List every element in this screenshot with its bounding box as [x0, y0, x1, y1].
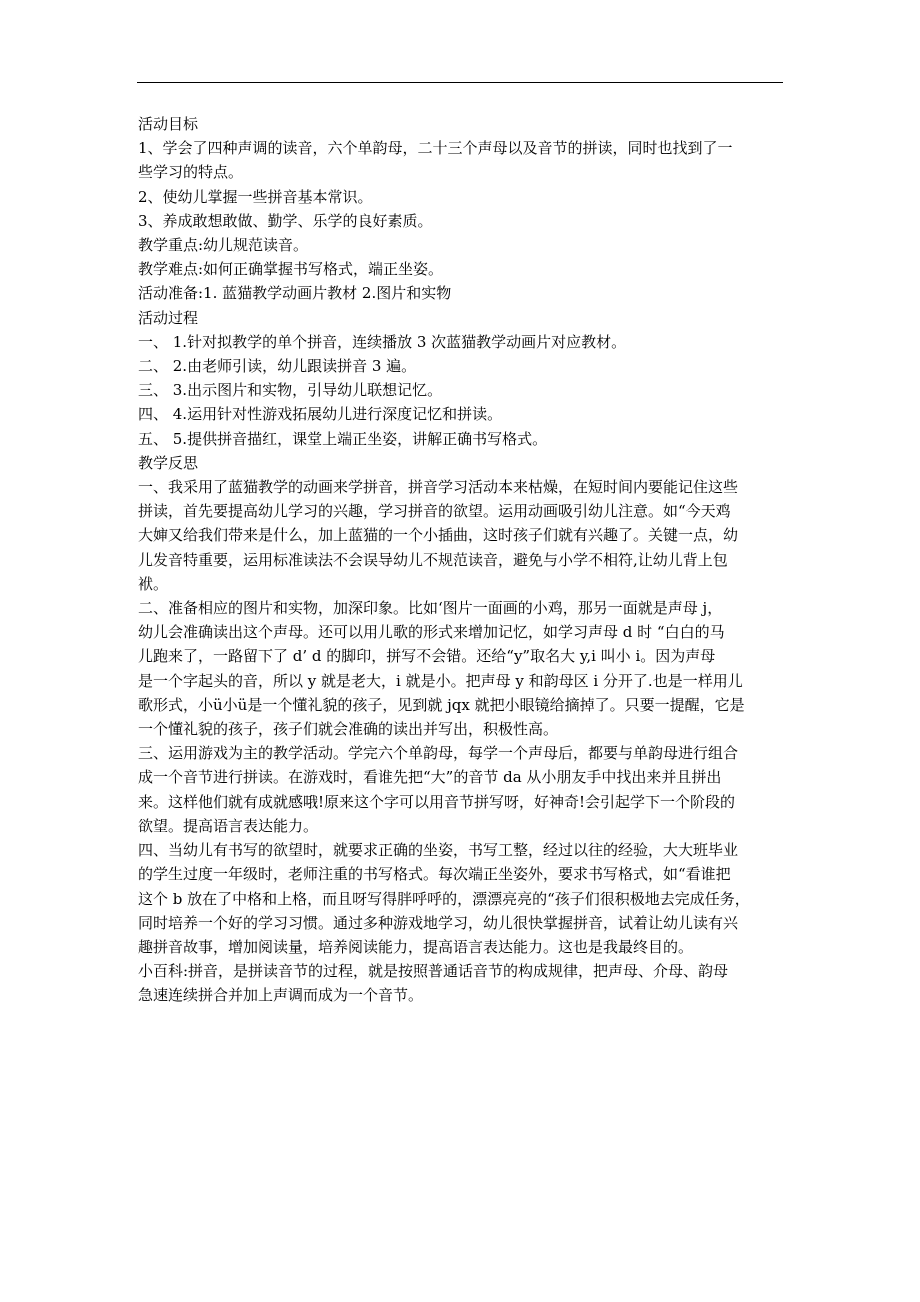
text-line: 同时培养一个好的学习习惯。通过多种游戏地学习，幼儿很快掌握拼音，试着让幼儿读有兴 — [138, 913, 739, 932]
text-line: 2、使幼儿掌握一些拼音基本常识。 — [138, 187, 373, 206]
text-line: 袱。 — [138, 574, 169, 593]
text-line: 儿发音特重要，运用标准读法不会误导幼儿不规范读音，避免与小学不相符,让幼儿背上包 — [138, 550, 728, 569]
document-body — [138, 112, 788, 1008]
header-rule — [137, 82, 783, 83]
text-line: 四、当幼儿有书写的欲望时，就要求正确的坐姿，书写工整，经过以往的经验，大大班毕业 — [138, 841, 739, 860]
text-line: 一、 1.针对拟教学的单个拼音，连续播放 3 次蓝猫教学动画片对应教材。 — [138, 332, 627, 351]
text-line: 的学生过度一年级时，老师注重的书写格式。每次端正坐姿外，要求书写格式，如“看谁把 — [138, 865, 731, 884]
section-heading-goals: 活动目标 — [138, 115, 199, 133]
text-line: 儿跑来了，一路留下了 d’ d 的脚印，拼写不会错。还给“y”取名大 y,i 叫小 i。因为声母 — [138, 647, 716, 666]
text-line: 拼读，首先要提高幼儿学习的兴趣，学习拼音的欲望。运用动画吸引幼儿注意。如“今天鸡 — [138, 502, 731, 521]
text-line: 活动准备:1. 蓝猫教学动画片教材 2.图片和实物 — [138, 284, 452, 303]
text-line: 些学习的特点。 — [138, 163, 244, 182]
section-heading-reflection: 教学反思 — [138, 453, 199, 472]
text-line: 二、准备相应的图片和实物，加深印象。比如‘图片一面画的小鸡，那另一面就是声母 j， — [138, 599, 723, 618]
text-line: 三、运用游戏为主的教学活动。学完六个单韵母，每学一个声母后，都要与单韵母进行组合 — [138, 744, 739, 763]
text-line: 一、我采用了蓝猫教学的动画来学拼音，拼音学习活动本来枯燥，在短时间内要能记住这些 — [138, 478, 739, 497]
text-line: 1、学会了四种声调的读音，六个单韵母，二十三个声母以及音节的拼读，同时也找到了一 — [138, 139, 733, 158]
text-line: 来。这样他们就有成就感哦!原来这个字可以用音节拼写呀，好神奇!会引起学下一个阶段的 — [138, 792, 736, 811]
text-line: 歌形式，小ü小ü是一个懂礼貌的孩子，见到就 jqx 就把小眼镜给摘掉了。只要一提醒，它是 — [138, 695, 745, 714]
section-heading-process: 活动过程 — [138, 308, 199, 327]
text-line: 教学难点:如何正确掌握书写格式，端正坐姿。 — [138, 260, 444, 279]
text-line: 三、 3.出示图片和实物，引导幼儿联想记忆。 — [138, 381, 443, 400]
text-line: 幼儿会准确读出这个声母。还可以用儿歌的形式来增加记忆，如学习声母 d 时 “白白的马 — [138, 623, 725, 642]
text-line: 急速连续拼合并加上声调而成为一个音节。 — [138, 986, 424, 1005]
text-line: 是一个字起头的音，所以 y 就是老大，i 就是小。把声母 y 和韵母区 i 分开了.也是一样用儿 — [138, 671, 743, 690]
text-line: 3、养成敢想敢做、勤学、乐学的良好素质。 — [138, 211, 433, 230]
text-line: 一个懂礼貌的孩子，孩子们就会准确的读出并写出，积极性高。 — [138, 720, 559, 739]
text-line: 教学重点:幼儿规范读音。 — [138, 236, 309, 255]
text-line: 二、 2.由老师引读，幼儿跟读拼音 3 遍。 — [138, 357, 417, 376]
text-line: 小百科:拼音，是拼读音节的过程，就是按照普通话音节的构成规律，把声母、介母、韵母 — [138, 962, 729, 981]
text-line: 趣拼音故事，增加阅读量，培养阅读能力，提高语言表达能力。这也是我最终目的。 — [138, 937, 694, 956]
text-line: 欲望。提高语言表达能力。 — [138, 816, 319, 835]
text-line: 大婶又给我们带来是什么，加上蓝猫的一个小插曲，这时孩子们就有兴趣了。关键一点，幼 — [138, 526, 739, 545]
text-line: 这个 b 放在了中格和上格，而且呀写得胖呼呼的，漂漂亮亮的“孩子们很积极地去完成任务， — [138, 889, 750, 908]
text-line: 四、 4.运用针对性游戏拓展幼儿进行深度记忆和拼读。 — [138, 405, 503, 424]
text-line: 五、 5.提供拼音描红，课堂上端正坐姿，讲解正确书写格式。 — [138, 429, 548, 448]
text-line: 成一个音节进行拼读。在游戏时，看谁先把“大”的音节 da 从小朋友手中找出来并且拼出 — [138, 768, 722, 787]
